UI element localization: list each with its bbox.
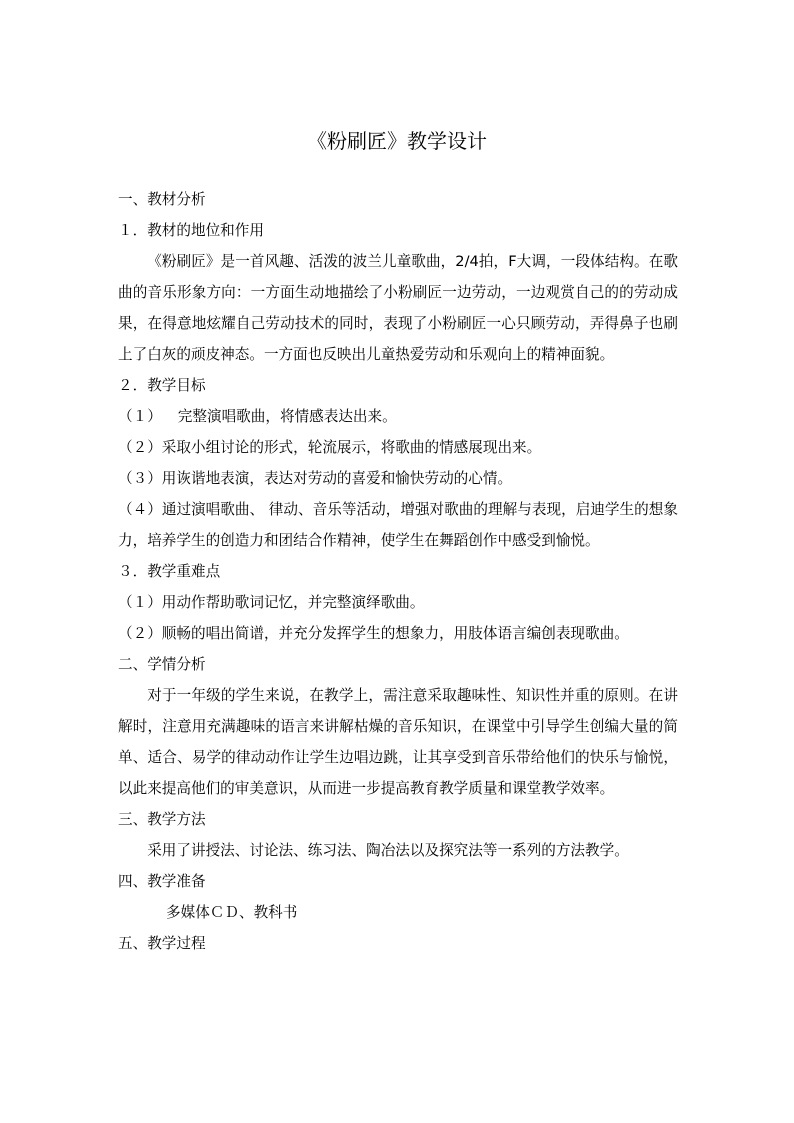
subsection-heading-status-role: １．教材的地位和作用	[118, 222, 264, 239]
subsection-heading-teaching-goals: ２．教学目标	[118, 377, 206, 394]
paragraph-teaching-methods	[118, 835, 678, 866]
difficulty-item-text: 顺畅的唱出简谱，并充分发挥学生的想象力，用肢体语言编创表现歌曲。	[161, 625, 629, 642]
goal-item-4	[118, 494, 678, 556]
difficulty-item-2	[118, 618, 678, 649]
subsection-heading-key-difficulties: ３．教学重难点	[118, 563, 221, 580]
paragraph-text: 对于一年级的学生来说，在教学上，需注意采取趣味性、知识性并重的原则。在讲解时，注意用充满趣味的语言来讲解枯燥的音乐知识，在课堂中引导学生创编大量的简单、适合、易学的律动动作让学生边唱边跳，让其享受到音乐带给他们的快乐与愉悦，以此来提高他们的审美意识，从而进一步提高教育教学质量和课堂教学效率。	[118, 687, 678, 797]
section-heading-teaching-process: 五、教学过程	[118, 935, 206, 952]
goal-item-number: （４）	[118, 501, 162, 518]
difficulty-item-number: （２）	[118, 625, 162, 642]
paragraph-status-role	[118, 246, 678, 370]
paragraph-text: 《粉刷匠》是一首风趣、活泼的波兰儿童歌曲，2/4拍，F大调，一段体结构。在歌曲的音乐形象方向：一方面生动地描绘了小粉刷匠一边劳动，一边观赏自己的的劳动成果，在得意地炫耀自己劳动技术的同时，表现了小粉刷匠一心只顾劳动，弄得鼻子也刷上了白灰的顽皮神态。一方面也反映出儿童热爱劳动和乐观向上的精神面貌。	[118, 253, 678, 363]
goal-item-text: 完整演唱歌曲，将情感表达出来。	[177, 408, 397, 425]
goal-item-number: （２）	[118, 439, 162, 456]
paragraph-learner-analysis	[118, 680, 678, 804]
goal-item-2	[118, 432, 678, 463]
goal-item-text: 用诙谐地表演，表达对劳动的喜爱和愉快劳动的心情。	[161, 470, 513, 487]
section-heading-learner-analysis: 二、学情分析	[118, 656, 206, 673]
document-body	[118, 184, 678, 959]
preparation-content: 多媒体ＣＤ、教科书	[166, 904, 298, 921]
goal-item-number: （３）	[118, 470, 162, 487]
goal-item-3	[118, 463, 678, 494]
goal-item-text: 采取小组讨论的形式，轮流展示，将歌曲的情感展现出来。	[161, 439, 542, 456]
section-heading-materials-analysis: 一、教材分析	[118, 191, 206, 208]
document-title: 《粉刷匠》教学设计	[307, 129, 487, 153]
goal-item-1	[118, 401, 678, 432]
paragraph-text: 采用了讲授法、讨论法、练习法、陶冶法以及探究法等一系列的方法教学。	[147, 842, 629, 859]
goal-item-number: （１）	[118, 408, 162, 425]
goal-item-text: 通过演唱歌曲、 律动、音乐等活动，增强对歌曲的理解与表现，启迪学生的想象力，培养学生的创造力和团结合作精神，使学生在舞蹈创作中感受到愉悦。	[118, 501, 678, 549]
section-heading-teaching-preparation: 四、教学准备	[118, 873, 206, 890]
difficulty-item-text: 用动作帮助歌词记忆，并完整演绎歌曲。	[161, 594, 425, 611]
difficulty-item-1	[118, 587, 678, 618]
difficulty-item-number: （１）	[118, 594, 162, 611]
section-heading-teaching-methods: 三、教学方法	[118, 811, 206, 828]
